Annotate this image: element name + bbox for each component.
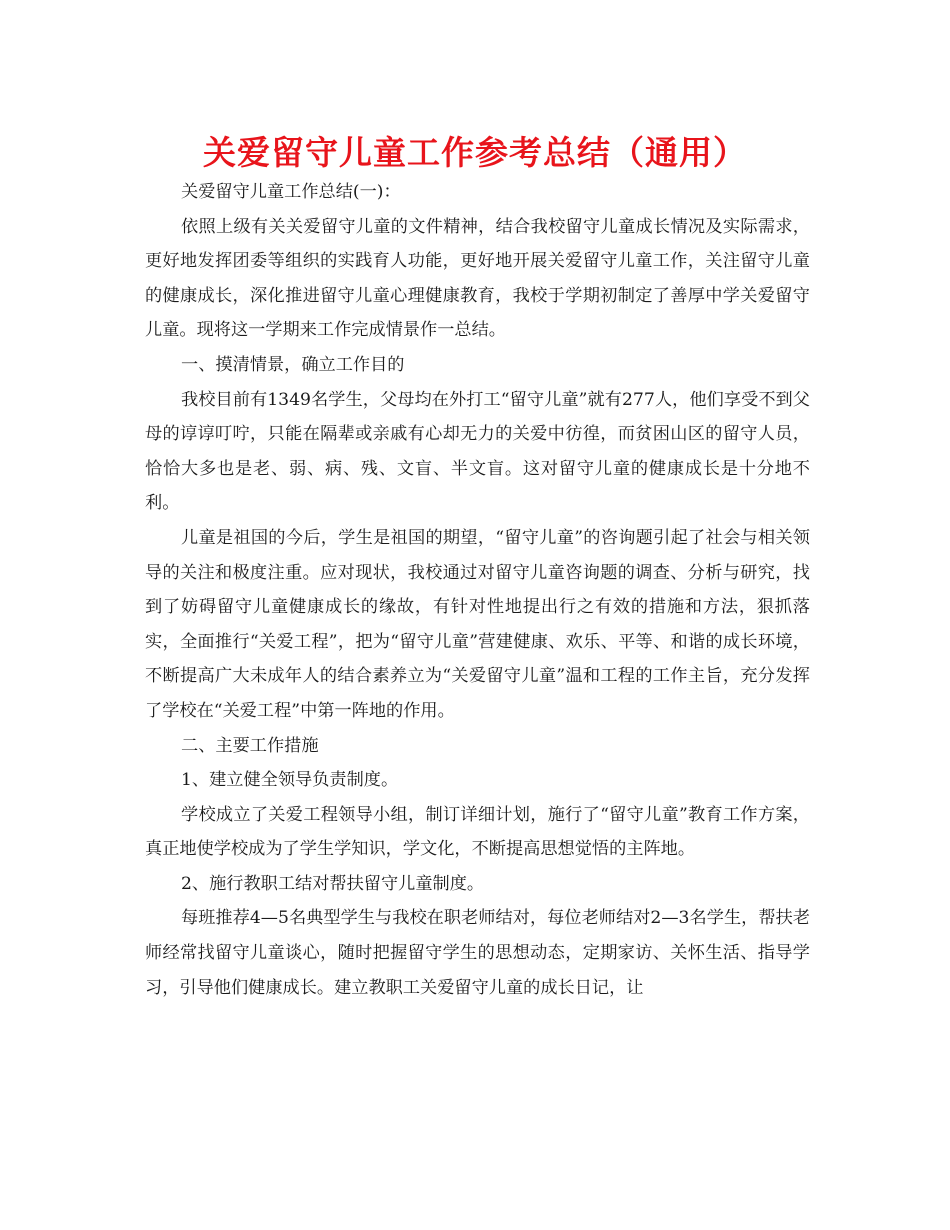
document-title: 关爱留守儿童工作参考总结（通用） [203, 133, 747, 172]
section-heading: 二、主要工作措施 [181, 735, 319, 756]
paragraph: 儿童是祖国的今后，学生是祖国的期望，“留守儿童”的咨询题引起了社会与相关领导的关注和极度注重。应对现状，我校通过对留守儿童咨询题的调查、分析与研究，找到了妨碍留守儿童健康成长的缘故，有针对性地提出行之有效的措施和方法，狠抓落实，全面推行“关爱工程”，把为“留守儿童”营建健康、欢乐、平等、和谐的成长环境，不断提高广大未成年人的结合素养立为“关爱留守儿童”温和工程的工作主旨，充分发挥了学校在“关爱工程”中第一阵地的作用。 [145, 527, 810, 721]
subsection-heading: 2、施行教职工结对帮扶留守儿童制度。 [181, 873, 485, 894]
subsection-heading: 1、建立健全领导负责制度。 [181, 770, 399, 791]
paragraph: 每班推荐4—5名典型学生与我校在职老师结对，每位老师结对2—3名学生，帮扶老师经常找留守儿童谈心，随时把握留守学生的思想动态，定期家访、关怀生活、指导学习，引导他们健康成长。建立教职工关爱留守儿童的成长日记，让 [145, 908, 810, 998]
paragraph: 学校成立了关爱工程领导小组，制订详细计划，施行了“留守儿童”教育工作方案，真正地使学校成为了学生学知识，学文化，不断提高思想觉悟的主阵地。 [145, 804, 810, 860]
paragraph: 我校目前有1349名学生，父母均在外打工“留守儿童”就有277人，他们享受不到父母的谆谆叮咛，只能在隔辈或亲戚有心却无力的关爱中彷徨，而贫困山区的留守人员，恰恰大多也是老、弱、病、残、文盲、半文盲。这对留守儿童的健康成长是十分地不利。 [145, 389, 810, 514]
paragraph: 依照上级有关关爱留守儿童的文件精神，结合我校留守儿童成长情况及实际需求，更好地发挥团委等组织的实践育人功能，更好地开展关爱留守儿童工作，关注留守儿童的健康成长，深化推进留守儿童心理健康教育，我校于学期初制定了善厚中学关爱留守儿童。现将这一学期来工作完成情景作一总结。 [145, 216, 810, 341]
section-subtitle: 关爱留守儿童工作总结(一)： [181, 182, 401, 202]
section-heading: 一、摸清情景，确立工作目的 [181, 354, 405, 375]
document-body [145, 175, 810, 1005]
